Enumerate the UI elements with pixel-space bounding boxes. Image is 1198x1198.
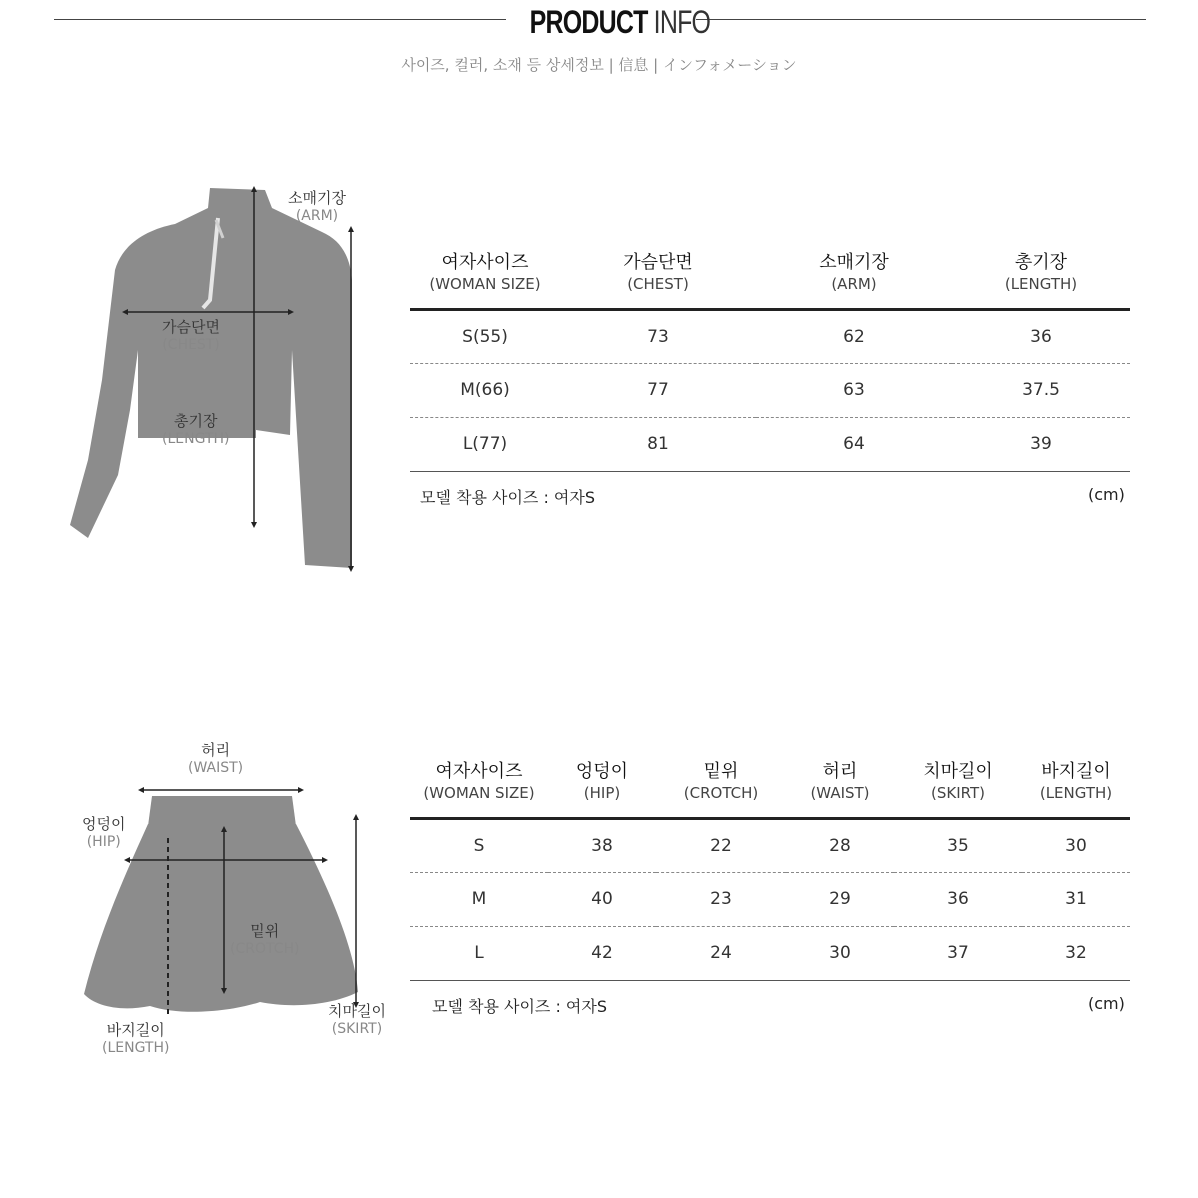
crop-top-illustration — [60, 180, 390, 580]
header-rule-left — [54, 19, 506, 20]
cell-skirt: 35 — [894, 818, 1022, 872]
cell-crotch: 23 — [656, 872, 786, 926]
label-crotch: 밑위 (CROTCH) — [230, 922, 300, 957]
header-length: 총기장 (LENGTH) — [952, 248, 1130, 309]
cell-waist: 29 — [786, 872, 894, 926]
label-length: 총기장 (LENGTH) — [162, 412, 230, 447]
label-skirt: 치마길이 (SKIRT) — [328, 1002, 386, 1037]
table-row — [410, 818, 1130, 872]
header-pants-length: 바지길이 (LENGTH) — [1022, 757, 1130, 818]
bottom-model-size-note: 모델 착용 사이즈 : 여자S — [432, 997, 607, 1016]
header-arm: 소매기장 (ARM) — [756, 248, 952, 309]
cell-skirt: 36 — [894, 872, 1022, 926]
table-row — [410, 363, 1130, 417]
page-title: PRODUCT INFO — [529, 4, 711, 40]
page-subtitle: 사이즈, 컬러, 소재 등 상세정보 | 信息 | インフォメーション — [401, 56, 797, 74]
cell-skirt: 37 — [894, 926, 1022, 980]
cell-length: 36 — [952, 309, 1130, 363]
label-waist: 허리 (WAIST) — [188, 741, 244, 776]
top-model-size-note: 모델 착용 사이즈 : 여자S — [420, 488, 595, 507]
cell-length: 37.5 — [952, 363, 1130, 417]
label-arm: 소매기장 (ARM) — [288, 189, 346, 224]
cell-size: L(77) — [410, 417, 560, 471]
cell-chest: 73 — [560, 309, 756, 363]
top-size-table — [410, 248, 1130, 472]
cell-hip: 40 — [548, 872, 656, 926]
header-woman-size: 여자사이즈 (WOMAN SIZE) — [410, 757, 548, 818]
cell-pants-length: 32 — [1022, 926, 1130, 980]
cell-size: L — [410, 926, 548, 980]
bottom-size-table — [410, 757, 1130, 981]
label-hip: 엉덩이 (HIP) — [82, 815, 126, 850]
cell-hip: 42 — [548, 926, 656, 980]
cell-waist: 28 — [786, 818, 894, 872]
cell-size: M(66) — [410, 363, 560, 417]
cell-waist: 30 — [786, 926, 894, 980]
header-waist: 허리 (WAIST) — [786, 757, 894, 818]
table-row — [410, 872, 1130, 926]
cell-length: 39 — [952, 417, 1130, 471]
cell-crotch: 24 — [656, 926, 786, 980]
header-skirt: 치마길이 (SKIRT) — [894, 757, 1022, 818]
header-woman-size: 여자사이즈 (WOMAN SIZE) — [410, 248, 560, 309]
label-pants-length: 바지길이 (LENGTH) — [102, 1021, 170, 1056]
label-chest: 가슴단면 (CHEST) — [162, 318, 220, 353]
header-hip: 엉덩이 (HIP) — [548, 757, 656, 818]
table-row — [410, 926, 1130, 980]
cell-size: S — [410, 818, 548, 872]
cell-arm: 62 — [756, 309, 952, 363]
table-row — [410, 309, 1130, 363]
cell-size: M — [410, 872, 548, 926]
cell-pants-length: 31 — [1022, 872, 1130, 926]
table-row — [410, 417, 1130, 471]
cell-chest: 81 — [560, 417, 756, 471]
cell-arm: 64 — [756, 417, 952, 471]
cell-arm: 63 — [756, 363, 952, 417]
cell-crotch: 22 — [656, 818, 786, 872]
header-chest: 가슴단면 (CHEST) — [560, 248, 756, 309]
header-crotch: 밑위 (CROTCH) — [656, 757, 786, 818]
header-rule-right — [696, 19, 1146, 20]
cell-hip: 38 — [548, 818, 656, 872]
cell-size: S(55) — [410, 309, 560, 363]
bottom-unit: (cm) — [1088, 994, 1125, 1013]
cell-chest: 77 — [560, 363, 756, 417]
top-unit: (cm) — [1088, 485, 1125, 504]
cell-pants-length: 30 — [1022, 818, 1130, 872]
